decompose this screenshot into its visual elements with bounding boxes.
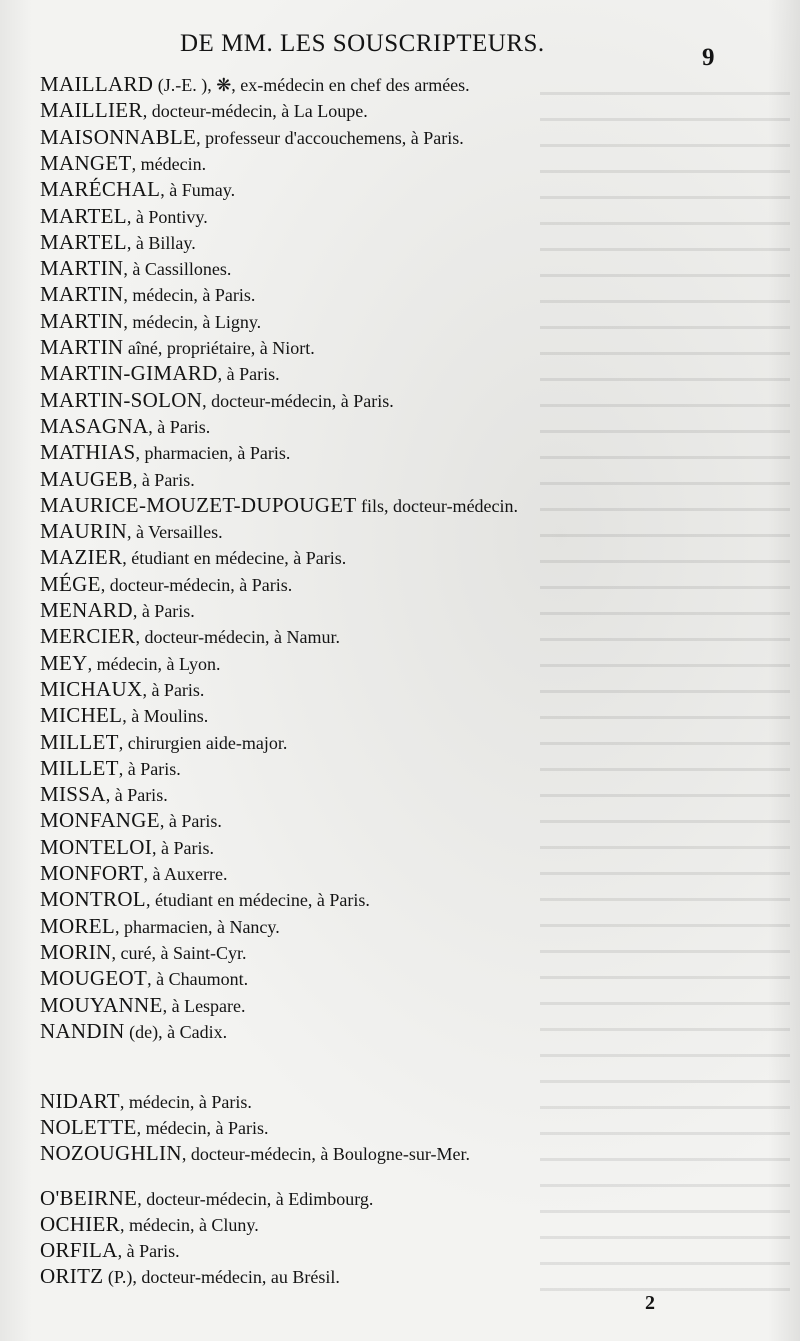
subscriber-name: MORIN [40,939,112,964]
subscriber-name: MARTEL [40,229,127,254]
subscriber-name: MARTIN-GIMARD [40,361,218,386]
subscriber-entry [40,309,261,334]
subscriber-entry [40,598,195,623]
subscriber-name: MARÉCHAL [40,177,161,202]
subscriber-name: MENARD [40,598,133,622]
subscriber-details: , à Paris. [217,364,280,385]
subscriber-details: , à Paris. [159,811,222,832]
subscriber-name: MONTROL [40,887,146,912]
subscriber-name: MAURICE-MOUZET-DUPOUGET [40,492,357,517]
subscriber-entry [40,467,195,492]
subscriber-entry [40,914,280,939]
subscriber-entry [40,677,204,702]
subscriber-details: , à Versailles. [126,522,223,543]
subscriber-name: MILLET [40,729,119,754]
subscriber-entry [40,414,210,439]
subscriber-entry [40,651,221,676]
subscriber-details: , curé, à Saint-Cyr. [111,942,247,963]
subscriber-details: , chirurgien aide-major. [118,732,288,753]
subscriber-name: MONFORT [40,861,144,885]
subscriber-details: , médecin, à Cluny. [119,1215,259,1235]
subscriber-details: , docteur-médecin, à Namur. [135,627,341,648]
subscriber-entry [40,493,518,518]
subscriber-name: MEY [40,650,88,675]
subscriber-name: MERCIER [40,624,136,649]
subscriber-name: MONFANGE [40,808,160,833]
subscriber-name: MATHIAS [40,440,136,465]
subscriber-name: O'BEIRNE [40,1186,138,1210]
subscriber-name: MAISONNABLE [40,124,197,149]
subscriber-entry [40,256,231,281]
subscriber-entry [40,808,222,833]
subscriber-name: ORITZ [40,1264,104,1288]
subscriber-details: , à Billay. [126,232,196,253]
subscriber-details: , étudiant en médecine, à Paris. [122,548,347,569]
subscriber-entry [40,730,287,755]
subscriber-details: , médecin, à Paris. [123,285,256,306]
subscriber-name: MOUGEOT [40,966,148,991]
subscriber-entry [40,282,255,307]
subscriber-entry [40,1089,252,1114]
subscriber-details: , à Paris. [132,601,195,621]
subscriber-details: , à Auxerre. [143,864,228,884]
subscriber-entry [40,835,214,860]
subscriber-entry [40,98,368,123]
subscriber-details: , à Paris. [105,785,168,806]
subscriber-entry [40,1141,470,1166]
subscriber-name: NOZOUGHLIN [40,1141,182,1165]
subscriber-details: , médecin, à Ligny. [123,311,262,332]
subscriber-details: , étudiant en médecine, à Paris. [145,890,370,911]
subscriber-details: , à Paris. [132,469,195,490]
subscriber-details: , à Paris. [152,837,215,858]
subscriber-entry [40,993,246,1018]
subscriber-entry [40,230,196,255]
subscriber-details: , à Cassillones. [123,259,232,280]
subscriber-name: MAILLIER [40,98,143,123]
subscriber-name: OCHIER [40,1212,120,1236]
subscriber-name: MAUGEB [40,466,133,491]
subscriber-details: , professeur d'accouchemens, à Paris. [196,127,464,148]
subscriber-details: fils, docteur-médecin. [356,495,519,516]
subscriber-entry [40,151,206,176]
subscriber-details: , pharmacien, à Paris. [135,443,291,464]
subscriber-details: , à Chaumont. [147,969,249,990]
subscriber-entry [40,388,394,413]
subscriber-entry [40,1238,180,1263]
subscriber-details: aîné, propriétaire, à Niort. [123,338,315,358]
subscriber-name: MASAGNA [40,413,149,438]
subscriber-details: (de), à Cadix. [124,1021,228,1042]
subscriber-name: MAURIN [40,519,127,544]
subscriber-name: ORFILA [40,1238,118,1262]
subscriber-details: , à Moulins. [122,706,209,727]
subscriber-details: , à Paris. [148,416,211,437]
subscriber-entry [40,335,315,360]
signature-mark: 2 [645,1292,655,1314]
subscriber-name: MILLET [40,755,119,780]
subscriber-entry [40,204,208,229]
subscriber-details: , docteur-médecin, à La Loupe. [142,101,368,122]
subscriber-name: MAZIER [40,545,123,570]
subscriber-entry [40,1264,340,1289]
subscriber-entry [40,519,223,544]
subscriber-details: , docteur-médecin, à Paris. [100,574,293,595]
subscriber-entry [40,861,228,886]
subscriber-details: , à Paris. [118,758,181,779]
subscriber-name: MARTEL [40,203,127,228]
subscriber-entry [40,624,340,649]
bleed-through-text [540,80,790,1310]
subscriber-entry [40,572,292,597]
subscriber-name: MICHAUX [40,676,143,701]
subscriber-name: NOLETTE [40,1115,137,1139]
subscriber-details: , docteur-médecin, à Paris. [202,390,394,411]
subscriber-name: MOUYANNE [40,992,163,1017]
subscriber-details: , docteur-médecin, à Edimbourg. [137,1189,374,1209]
subscriber-entry [40,177,235,202]
subscriber-details: , médecin. [131,153,207,174]
subscriber-details: , pharmacien, à Nancy. [115,916,280,937]
subscriber-name: NANDIN [40,1018,125,1043]
subscriber-entry [40,756,181,781]
subscriber-name: MARTIN-SOLON [40,387,203,412]
subscriber-details: , à Fumay. [160,180,236,201]
page-title: DE MM. LES SOUSCRIPTEURS. [180,30,545,57]
subscriber-details: , à Lespare. [162,995,246,1016]
subscriber-entry [40,545,346,570]
subscriber-entry [40,125,464,150]
subscriber-details: (P.), docteur-médecin, au Brésil. [103,1267,340,1287]
subscriber-entry [40,966,248,991]
subscriber-entry [40,782,168,807]
subscriber-details: , docteur-médecin, à Boulogne-sur-Mer. [181,1144,470,1164]
subscriber-entry [40,940,246,965]
subscriber-entry [40,1115,269,1140]
subscriber-details: , médecin, à Paris. [119,1092,252,1112]
subscriber-entry [40,1019,227,1044]
subscriber-name: MÉGE [40,571,101,596]
subscriber-name: MANGET [40,150,132,175]
subscriber-entry [40,703,208,728]
subscriber-details: , à Pontivy. [126,206,208,227]
subscriber-entry [40,440,290,465]
subscriber-details: , médecin, à Lyon. [87,653,221,674]
subscriber-entry [40,1186,373,1211]
subscriber-name: MICHEL [40,703,123,728]
subscriber-entry [40,361,280,386]
subscriber-name: NIDART [40,1089,120,1113]
subscriber-name: MARTIN [40,282,124,307]
subscriber-name: MOREL [40,913,115,938]
subscriber-entry [40,887,370,912]
subscriber-name: MONTELOI [40,834,153,859]
subscriber-name: MARTIN [40,308,124,333]
subscriber-details: (J.-E. ), ❋, ex-médecin en chef des armées. [153,75,470,95]
page-number: 9 [702,44,715,71]
subscriber-details: , à Paris. [142,679,205,700]
subscriber-entry [40,72,470,97]
subscriber-details: , à Paris. [117,1241,180,1261]
subscriber-name: MISSA [40,782,106,807]
subscriber-name: MAILLARD [40,72,154,96]
subscriber-details: , médecin, à Paris. [136,1118,269,1138]
subscriber-name: MARTIN [40,335,124,359]
subscriber-name: MARTIN [40,256,124,281]
subscriber-entry [40,1212,259,1237]
